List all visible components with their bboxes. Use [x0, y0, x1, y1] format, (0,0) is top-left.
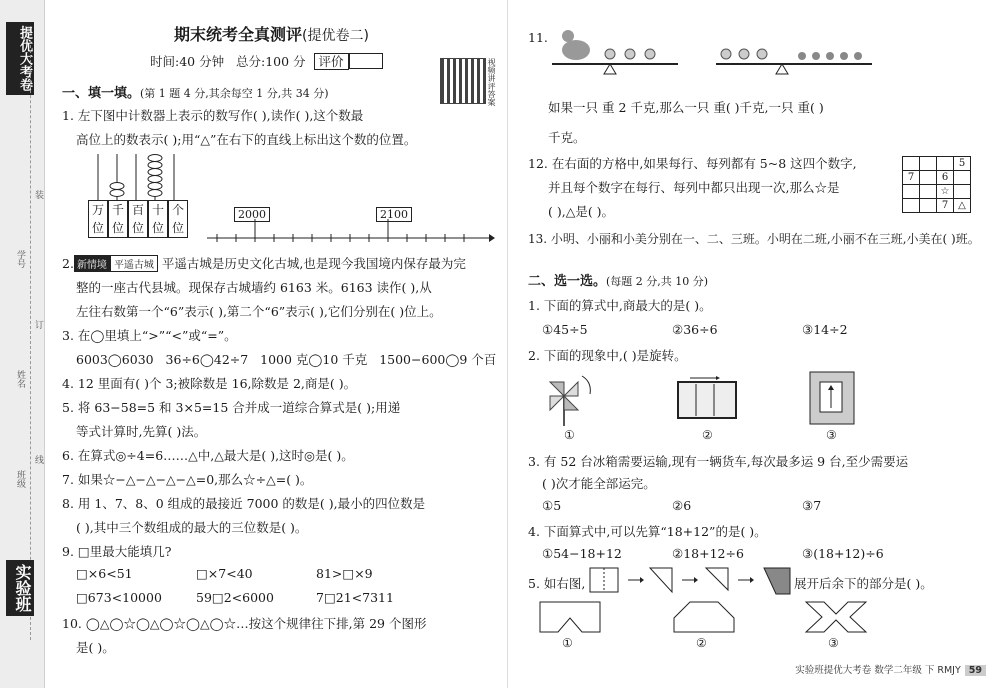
s4-options: ①54−18+12 ②18+12÷6 ③(18+12)÷6	[542, 546, 884, 561]
s2-option-label: ②	[702, 428, 713, 442]
grid-cell: 7	[937, 199, 954, 213]
s5-option-label: ①	[562, 636, 573, 650]
folding-steps	[588, 566, 756, 596]
section1-heading: 一、填一填。(第 1 题 4 分,其余每空 1 分,共 34 分)	[62, 86, 329, 101]
place-label: 千位	[108, 200, 128, 238]
q8-line2: ( ),其中三个数组成的最大的三位数是( )。	[76, 520, 308, 535]
s3-line1: 3. 有 52 台冰箱需要运输,现有一辆货车,每次最多运 9 台,至少需要运	[528, 454, 909, 469]
q2-line2: 整的一座古代县城。现保存古城墙约 6163 米。6163 读作( ),从	[76, 280, 432, 295]
q12-line1: 12. 在右面的方格中,如果每行、每列都有 5~8 这四个数字,	[528, 156, 857, 171]
q6: 6. 在算式◎÷4=6……△中,△最大是( ),这时◎是( )。	[62, 448, 354, 463]
s5-option-label: ③	[828, 636, 839, 650]
qr-caption: 视频讲评答案	[487, 58, 496, 106]
q8-line1: 8. 用 1、7、8、0 组成的最接近 7000 的数是( ),最小的四位数是	[62, 496, 426, 511]
qr-code[interactable]	[440, 58, 486, 104]
balance-scale-1	[548, 26, 688, 78]
grid-cell: ☆	[937, 185, 954, 199]
s1-options: ①45÷5 ②36÷6 ③14÷2	[542, 322, 848, 337]
field-student-id: 学号	[15, 250, 25, 268]
exam-meta: 时间:40 分钟 总分:100 分 评价	[150, 52, 383, 70]
s5-option-1-shape	[538, 600, 602, 634]
duck-icon	[605, 49, 615, 59]
grid-cell: 5	[954, 157, 971, 171]
q2-line1: 2. 新情境 平遥古城 平遥古城是历史文化古城,也是现今我国境内保存最为完	[62, 256, 466, 271]
chick-icon	[798, 52, 806, 60]
grid-cell	[920, 199, 937, 213]
s3-line2: ( )次才能全部运完。	[542, 476, 656, 491]
q9-row2: □673<10000 59□2<6000 7□21<7311	[76, 590, 394, 605]
s4-prompt: 4. 下面算式中,可以先算“18+12”的是( )。	[528, 524, 767, 539]
grid-cell: 7	[903, 171, 920, 185]
field-class: 班级	[15, 470, 25, 488]
duck-icon	[721, 49, 731, 59]
page-number: 59	[965, 665, 986, 676]
cut-mark-1: 装	[33, 190, 43, 199]
page-title: 期末统考全真测评(提优卷二)	[174, 25, 369, 44]
s5-option-label: ②	[696, 636, 707, 650]
q10-line1: 10. ◯△◯☆◯△◯☆◯△◯☆…按这个规律往下排,第 29 个图形	[62, 616, 427, 631]
brand-label-top: 提优大考卷	[6, 22, 34, 95]
q4: 4. 12 里面有( )个 3;被除数是 16,除数是 2,商是( )。	[62, 376, 357, 391]
q9-row1: □×6<51 □×7<40 81>□×9	[76, 566, 373, 581]
s1-prompt: 1. 下面的算式中,商最大的是( )。	[528, 298, 712, 313]
balance-scale-2	[712, 26, 882, 78]
grid-cell	[954, 185, 971, 199]
number-line-label: 2000	[234, 207, 270, 222]
grid-cell	[903, 185, 920, 199]
q10-line2: 是( )。	[76, 640, 115, 655]
place-label: 十位	[148, 200, 168, 238]
s2-option-label: ①	[564, 428, 575, 442]
q3-items: 6003◯6030 36÷6◯42÷7 1000 克◯10 千克 1500−600◯9 个百	[76, 352, 497, 367]
pinwheel-image	[540, 366, 600, 428]
page-spine	[507, 0, 508, 688]
score-box[interactable]	[349, 53, 383, 69]
number-line-label: 2100	[376, 207, 412, 222]
latin-square-grid	[902, 156, 971, 213]
q5-line2: 等式计算时,先算( )法。	[76, 424, 207, 439]
grid-cell	[920, 157, 937, 171]
cut-mark-3: 线	[33, 455, 43, 464]
q11-line2: 千克。	[548, 130, 586, 145]
q12-line3: ( ),△是( )。	[548, 204, 615, 219]
q3-prompt: 3. 在◯里填上“>”“<”或“=”。	[62, 328, 237, 343]
abacus-places	[88, 200, 188, 238]
q11-line1: 如果一只 重 2 千克,那么一只 重( )千克,一只 重( )	[548, 100, 824, 115]
q2-line3: 左往右数第一个“6”表示( ),第二个“6”表示( ),它们分别在( )位上。	[76, 304, 442, 319]
s5-prompt-a: 5. 如右图,	[528, 576, 586, 591]
s5-prompt-b: 展开后余下的部分是( )。	[794, 576, 933, 591]
place-label: 万位	[88, 200, 108, 238]
grid-cell	[954, 171, 971, 185]
field-name: 姓名	[15, 370, 25, 388]
grid-cell	[903, 157, 920, 171]
place-label: 百位	[128, 200, 148, 238]
s5-option-2-shape	[672, 600, 736, 634]
elevator-image	[808, 370, 856, 426]
binding-sidebar	[0, 0, 45, 688]
s3-options: ①5 ②6 ③7	[542, 498, 822, 513]
grid-cell	[903, 199, 920, 213]
s2-prompt: 2. 下面的现象中,( )是旋转。	[528, 348, 687, 363]
q13: 13. 小明、小丽和小美分别在一、二、三班。小明在二班,小丽不在三班,小美在( )班。	[528, 232, 980, 246]
q12-line2: 并且每个数字在每行、每列中都只出现一次,那么☆是	[548, 180, 840, 195]
brand-label-bottom: 实验班	[6, 560, 34, 616]
q1-line2: 高位上的数表示( );用“△”在右下的直线上标出这个数的位置。	[76, 132, 417, 147]
q11-number: 11.	[528, 30, 548, 45]
grid-cell	[937, 157, 954, 171]
s2-option-label: ③	[826, 428, 837, 442]
q5-line1: 5. 将 63−58=5 和 3×5=15 合并成一道综合算式是( );用递	[62, 400, 401, 415]
page-footer: 实验班提优大考卷 数学二年级 下 RMJY 59	[795, 662, 986, 676]
grid-cell: △	[954, 199, 971, 213]
cut-shape	[762, 566, 792, 596]
q9-prompt: 9. □里最大能填几?	[62, 544, 172, 559]
section2-heading: 二、选一选。(每题 2 分,共 10 分)	[528, 274, 709, 289]
cut-mark-2: 订	[33, 320, 43, 329]
cut-line	[30, 40, 31, 640]
sliding-window-image	[676, 376, 740, 422]
grid-cell	[920, 171, 937, 185]
grid-cell	[920, 185, 937, 199]
s5-option-3-shape	[804, 600, 868, 634]
place-label: 个位	[168, 200, 188, 238]
grid-cell: 6	[937, 171, 954, 185]
q7: 7. 如果☆−△−△−△−△=0,那么☆÷△=( )。	[62, 472, 313, 487]
q1-line1: 1. 左下图中计数器上表示的数写作( ),读作( ),这个数最	[62, 108, 364, 123]
goose-icon	[562, 40, 590, 60]
